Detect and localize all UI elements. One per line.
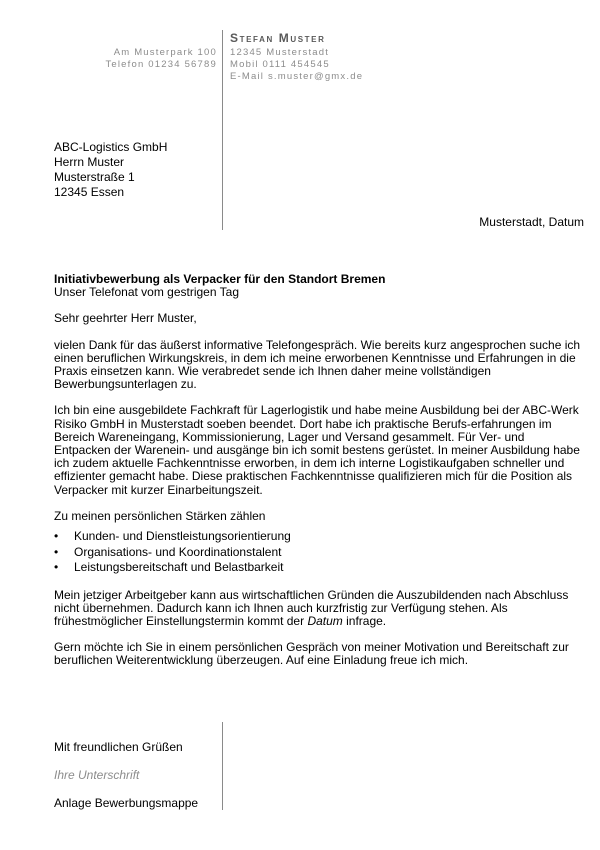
- list-item: • Organisations- und Koordinationstalent: [54, 544, 282, 559]
- date-placeholder: Datum: [307, 613, 343, 628]
- bullet-icon: •: [54, 560, 59, 575]
- sender-address-right: [230, 47, 363, 83]
- paragraph-closing: Gern möchte ich Sie in einem persönlichen Gespräch von meiner Motivation und Bereitschaft zur beruflichen Weiterentwicklung überzeugen. Auf eine Einladung freue ich mich.: [54, 640, 569, 668]
- closing-phrase: Mit freundlichen Grüßen: [54, 740, 183, 754]
- paragraph-availability: Mein jetziger Arbeitgeber kann aus wirtschaftlichen Gründen die Auszubildenden nach Abschluss nicht übernehmen. Dadurch kann ich Ihnen auch kurzfristig zur Verfügung stehen. Als frühestmöglicher Einstellungstermin kommt der Datum infrage.: [54, 587, 569, 628]
- sender-city: 12345 Musterstadt: [230, 47, 330, 58]
- header-divider-line: [222, 30, 223, 230]
- subject-line: Initiativbewerbung als Verpacker für den Standort Bremen: [54, 272, 386, 286]
- signature-placeholder: Ihre Unterschrift: [54, 768, 140, 782]
- enclosure-note: Anlage Bewerbungsmappe: [54, 796, 199, 810]
- sender-mobile: Mobil 0111 454545: [230, 59, 330, 70]
- sender-name: Stefan Muster: [230, 31, 326, 45]
- bullet-icon: •: [54, 544, 59, 559]
- sender-address-left: [105, 47, 217, 71]
- strengths-intro: Zu meinen persönlichen Stärken zählen: [54, 508, 266, 523]
- paragraph-qualification: Ich bin eine ausgebildete Fachkraft für Lagerlogistik und habe meine Ausbildung bei der ABC-Werk Risiko GmbH in Musterstadt soeben beendet. Dort habe ich praktische Berufs-erfahrungen im Bereich Wareneingang, Kommissionierung, Lager und Versand gesammelt. Für Ver- und Entpacken der Warenein- und ausgänge bin ich somit bestens gerüstet. In meiner Ausbildung habe ich zudem aktuelle Fachkenntnisse erworben, in dem ich interne Logistikaufgaben schneller und effizienter gemacht habe. Diese praktischen Fachkenntnisse qualifizieren mich für die Position als Verpacker mit kurzer Einarbeitungszeit.: [54, 403, 580, 497]
- sender-phone: Telefon 01234 56789: [105, 59, 217, 70]
- recipient-company: ABC-Logistics GmbH: [54, 140, 168, 154]
- bullet-icon: •: [54, 529, 59, 544]
- salutation: Sehr geehrter Herr Muster,: [54, 311, 197, 326]
- recipient-address: [54, 140, 167, 200]
- list-item: • Kunden- und Dienstleistungsorientierung: [54, 529, 291, 544]
- sender-street: Am Musterpark 100: [113, 47, 217, 58]
- reference-line: Unser Telefonat vom gestrigen Tag: [54, 285, 239, 300]
- place-date: Musterstadt, Datum: [479, 215, 584, 229]
- paragraph-intro: vielen Dank für das äußerst informative Telefongespräch. Wie bereits kurz angesprochen suche ich einen beruflichen Wirkungskreis, in dem ich meine erworbenen Kenntnisse und Erfahrungen in die Praxis einsetzen kann. Wie verabredet sende ich Ihnen daher meine vollständigen Bewerbungsunterlagen zu.: [54, 337, 581, 392]
- footer-divider-line: [222, 722, 223, 810]
- sender-email: E-Mail s.muster@gmx.de: [230, 71, 364, 82]
- list-item: • Leistungsbereitschaft und Belastbarkeit: [54, 560, 284, 575]
- recipient-street: Musterstraße 1: [54, 170, 135, 184]
- recipient-person: Herrn Muster: [54, 155, 125, 169]
- recipient-city: 12345 Essen: [54, 185, 125, 199]
- letter-body: [54, 273, 584, 668]
- strengths-list: [54, 529, 584, 576]
